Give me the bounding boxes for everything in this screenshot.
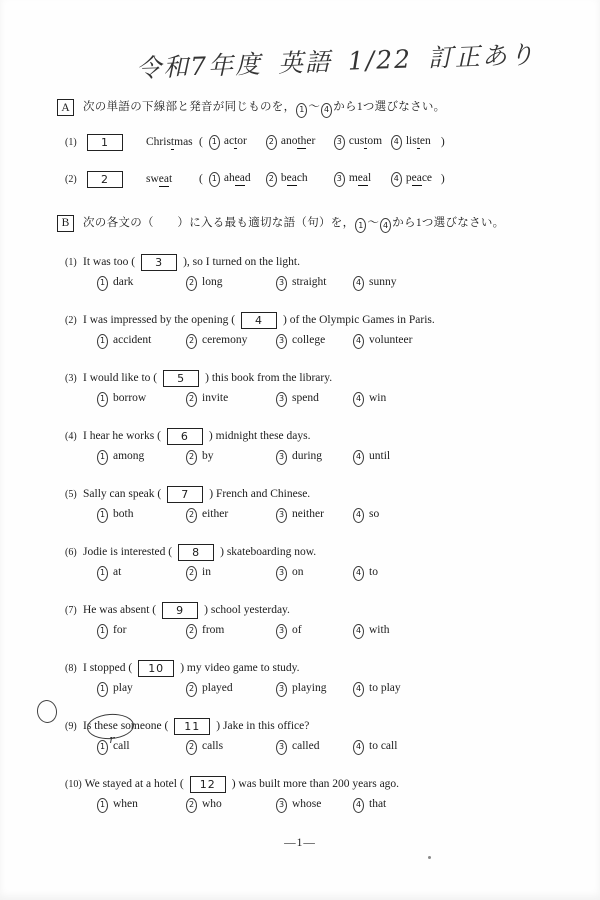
option-1: 1 among	[97, 450, 186, 465]
question-sentence: Is these r someone ( 11 ) Jake in this office?	[83, 718, 309, 735]
question-sentence: Jodie is interested ( 8 ) skateboarding now.	[83, 545, 317, 559]
circled-number-icon: 4	[321, 103, 332, 118]
option-1: 1 when	[97, 798, 186, 813]
answer-box-12: 12	[190, 776, 226, 793]
option-1: 1 call	[97, 740, 186, 755]
option-3: 3 straight	[276, 276, 353, 291]
misprinted-word: these r	[94, 720, 118, 732]
circled-number-icon: 4	[353, 334, 364, 349]
option-2: 2 long	[186, 276, 276, 291]
question-b8	[57, 660, 567, 697]
question-a1	[57, 134, 567, 151]
answer-box-5: 5	[163, 370, 199, 387]
answer-box-4: 4	[241, 312, 277, 329]
question-sentence: I would like to ( 5 ) this book from the library.	[83, 371, 333, 385]
circled-number-icon: 1	[97, 566, 108, 581]
circled-number-icon: 2	[186, 276, 197, 291]
circled-number-icon: 3	[276, 334, 287, 349]
circled-number-icon: 4	[353, 798, 364, 813]
question-sentence: He was absent ( 9 ) school yesterday.	[83, 603, 290, 617]
question-number: (5)	[65, 488, 77, 500]
circled-number-icon: 3	[334, 172, 345, 187]
option-word: listen	[405, 135, 431, 147]
option-2: 2 from	[186, 624, 276, 639]
option-3: 3 playing	[276, 682, 353, 697]
circled-number-icon: 3	[276, 450, 287, 465]
section-b-header	[57, 214, 567, 234]
question-b2	[57, 312, 567, 349]
question-number: (2)	[65, 314, 77, 326]
question-sentence: I was impressed by the opening ( 4 ) of the Olympic Games in Paris.	[83, 313, 435, 327]
circled-number-icon: 1	[209, 135, 220, 150]
question-sentence: I stopped ( 10 ) my video game to study.	[83, 661, 300, 675]
section-a-header	[57, 98, 567, 118]
option-word: another	[280, 135, 316, 147]
option-2: 2 played	[186, 682, 276, 697]
option-3: 3 of	[276, 624, 353, 639]
option-1: 1 both	[97, 508, 186, 523]
option-2: 2 ceremony	[186, 334, 276, 349]
answer-box-1: 1	[87, 134, 123, 151]
question-b3	[57, 370, 567, 407]
option-3: 3 during	[276, 450, 353, 465]
option-4: 4 volunteer	[353, 334, 412, 349]
option-1: 1 dark	[97, 276, 186, 291]
option-2: 2 calls	[186, 740, 276, 755]
option-2	[266, 135, 334, 150]
circled-number-icon: 4	[353, 450, 364, 465]
circled-number-icon: 1	[97, 450, 108, 465]
paren-close: )	[440, 136, 445, 148]
question-sentence: It was too ( 3 ), so I turned on the light.	[83, 255, 300, 269]
circled-number-icon: 2	[186, 450, 197, 465]
option-2: 2 either	[186, 508, 276, 523]
question-b10	[57, 776, 567, 813]
circled-number-icon: 2	[186, 682, 197, 697]
circled-number-icon: 3	[276, 508, 287, 523]
question-number: (6)	[65, 546, 77, 558]
question-b1	[57, 254, 567, 291]
answer-box-7: 7	[167, 486, 203, 503]
circled-number-icon: 4	[391, 172, 402, 187]
option-4: 4 so	[353, 508, 379, 523]
target-word: Christmas	[146, 136, 193, 148]
option-3: 3 college	[276, 334, 353, 349]
page-number: —1—	[284, 837, 316, 849]
question-number: (7)	[65, 604, 77, 616]
circled-number-icon: 3	[276, 276, 287, 291]
option-3: 3 called	[276, 740, 353, 755]
option-1: 1 accident	[97, 334, 186, 349]
circled-number-icon: 3	[276, 624, 287, 639]
option-4: 4 to play	[353, 682, 401, 697]
option-word: meal	[348, 172, 372, 184]
option-1	[209, 172, 266, 187]
underlined-letter: t	[170, 136, 175, 148]
option-4: 4 that	[353, 798, 386, 813]
circled-number-icon: 3	[334, 135, 345, 150]
question-number: (4)	[65, 430, 77, 442]
option-3	[334, 172, 391, 187]
circled-number-icon: 2	[186, 334, 197, 349]
scan-speck	[428, 856, 431, 859]
handwritten-correction: r	[109, 733, 115, 746]
question-b4	[57, 428, 567, 465]
option-word: actor	[223, 135, 247, 147]
option-word: peace	[405, 172, 433, 184]
question-b7	[57, 602, 567, 639]
circled-number-icon: 1	[97, 798, 108, 813]
option-2: 2 who	[186, 798, 276, 813]
circled-number-icon: 2	[266, 172, 277, 187]
option-3	[334, 135, 391, 150]
option-3: 3 whose	[276, 798, 353, 813]
question-a2	[57, 171, 567, 188]
handwritten-title: 令和7年度 英語 1/22 訂正あり	[135, 40, 537, 83]
circled-number-icon: 1	[97, 334, 108, 349]
section-a-label: A	[57, 99, 74, 116]
answer-box-10: 10	[138, 660, 174, 677]
question-number: (3)	[65, 372, 77, 384]
section-b-instruction: 次の各文の（ ）に入る最も適切な語（句）を， 1 ～ 4 から1つ選びなさい。	[83, 214, 504, 234]
circled-number-icon: 2	[186, 566, 197, 581]
question-number: (9)	[65, 720, 77, 732]
circled-number-icon: 2	[186, 508, 197, 523]
option-2: 2 by	[186, 450, 276, 465]
underlined-letter: ea	[158, 173, 169, 185]
circled-number-icon: 1	[209, 172, 220, 187]
circled-number-icon: 3	[276, 798, 287, 813]
circled-number-icon: 1	[97, 508, 108, 523]
option-2	[266, 172, 334, 187]
option-4: 4 until	[353, 450, 390, 465]
option-word: custom	[348, 135, 383, 147]
question-sentence: I hear he works ( 6 ) midnight these days.	[83, 429, 311, 443]
option-2: 2 invite	[186, 392, 276, 407]
circled-number-icon: 4	[353, 392, 364, 407]
option-3: 3 neither	[276, 508, 353, 523]
circled-number-icon: 4	[353, 740, 364, 755]
answer-box-11: 11	[174, 718, 210, 735]
answer-box-2: 2	[87, 171, 123, 188]
question-number: (1)	[65, 256, 77, 268]
target-word: sweat	[146, 173, 173, 185]
option-4: 4 to	[353, 566, 378, 581]
answer-box-6: 6	[167, 428, 203, 445]
circled-number-icon: 1	[355, 218, 366, 233]
circled-number-icon: 4	[353, 276, 364, 291]
question-sentence: We stayed at a hotel ( 12 ) was built more than 200 years ago.	[84, 777, 400, 791]
option-3: 3 spend	[276, 392, 353, 407]
circled-number-icon: 4	[353, 566, 364, 581]
circled-number-icon: 2	[266, 135, 277, 150]
option-word: beach	[280, 172, 308, 184]
option-3: 3 on	[276, 566, 353, 581]
option-4: 4 to call	[353, 740, 397, 755]
circled-number-icon: 1	[97, 682, 108, 697]
option-word: ahead	[223, 172, 251, 184]
paper-content	[57, 98, 567, 834]
option-1	[209, 135, 266, 150]
option-1: 1 for	[97, 624, 186, 639]
question-number: (8)	[65, 662, 77, 674]
answer-box-3: 3	[141, 254, 177, 271]
question-b5	[57, 486, 567, 523]
question-number: (10)	[65, 778, 82, 790]
circled-number-icon: 2	[186, 798, 197, 813]
answer-box-8: 8	[178, 544, 214, 561]
option-1: 1 play	[97, 682, 186, 697]
handwritten-margin-circle	[35, 699, 58, 725]
paren-open: (	[199, 173, 203, 185]
circled-number-icon: 1	[97, 740, 108, 755]
option-4: 4 win	[353, 392, 386, 407]
circled-number-icon: 2	[186, 624, 197, 639]
option-2: 2 in	[186, 566, 276, 581]
circled-number-icon: 4	[353, 624, 364, 639]
option-4: 4 sunny	[353, 276, 396, 291]
circled-number-icon: 3	[276, 740, 287, 755]
circled-number-icon: 1	[97, 624, 108, 639]
circled-number-icon: 3	[276, 566, 287, 581]
option-4	[391, 172, 441, 187]
circled-number-icon: 4	[353, 682, 364, 697]
circled-number-icon: 3	[276, 682, 287, 697]
answer-box-9: 9	[162, 602, 198, 619]
circled-number-icon: 4	[380, 218, 391, 233]
circled-number-icon: 4	[391, 135, 402, 150]
paren-close: )	[440, 173, 445, 185]
circled-number-icon: 4	[353, 508, 364, 523]
paren-open: (	[199, 136, 203, 148]
circled-number-icon: 1	[97, 276, 108, 291]
option-4	[391, 135, 441, 150]
question-sentence: Sally can speak ( 7 ) French and Chinese.	[83, 487, 311, 501]
circled-number-icon: 2	[186, 392, 197, 407]
question-number: (1)	[65, 136, 77, 148]
question-b6	[57, 544, 567, 581]
question-number: (2)	[65, 173, 77, 185]
circled-number-icon: 3	[276, 392, 287, 407]
section-b-label: B	[57, 215, 74, 232]
circled-number-icon: 1	[97, 392, 108, 407]
question-b9	[57, 718, 567, 755]
circled-number-icon: 2	[186, 740, 197, 755]
option-4: 4 with	[353, 624, 389, 639]
option-1: 1 at	[97, 566, 186, 581]
circled-number-icon: 1	[296, 103, 307, 118]
option-1: 1 borrow	[97, 392, 186, 407]
section-a-instruction: 次の単語の下線部と発音が同じものを， 1 ～ 4 から1つ選びなさい。	[83, 98, 445, 118]
